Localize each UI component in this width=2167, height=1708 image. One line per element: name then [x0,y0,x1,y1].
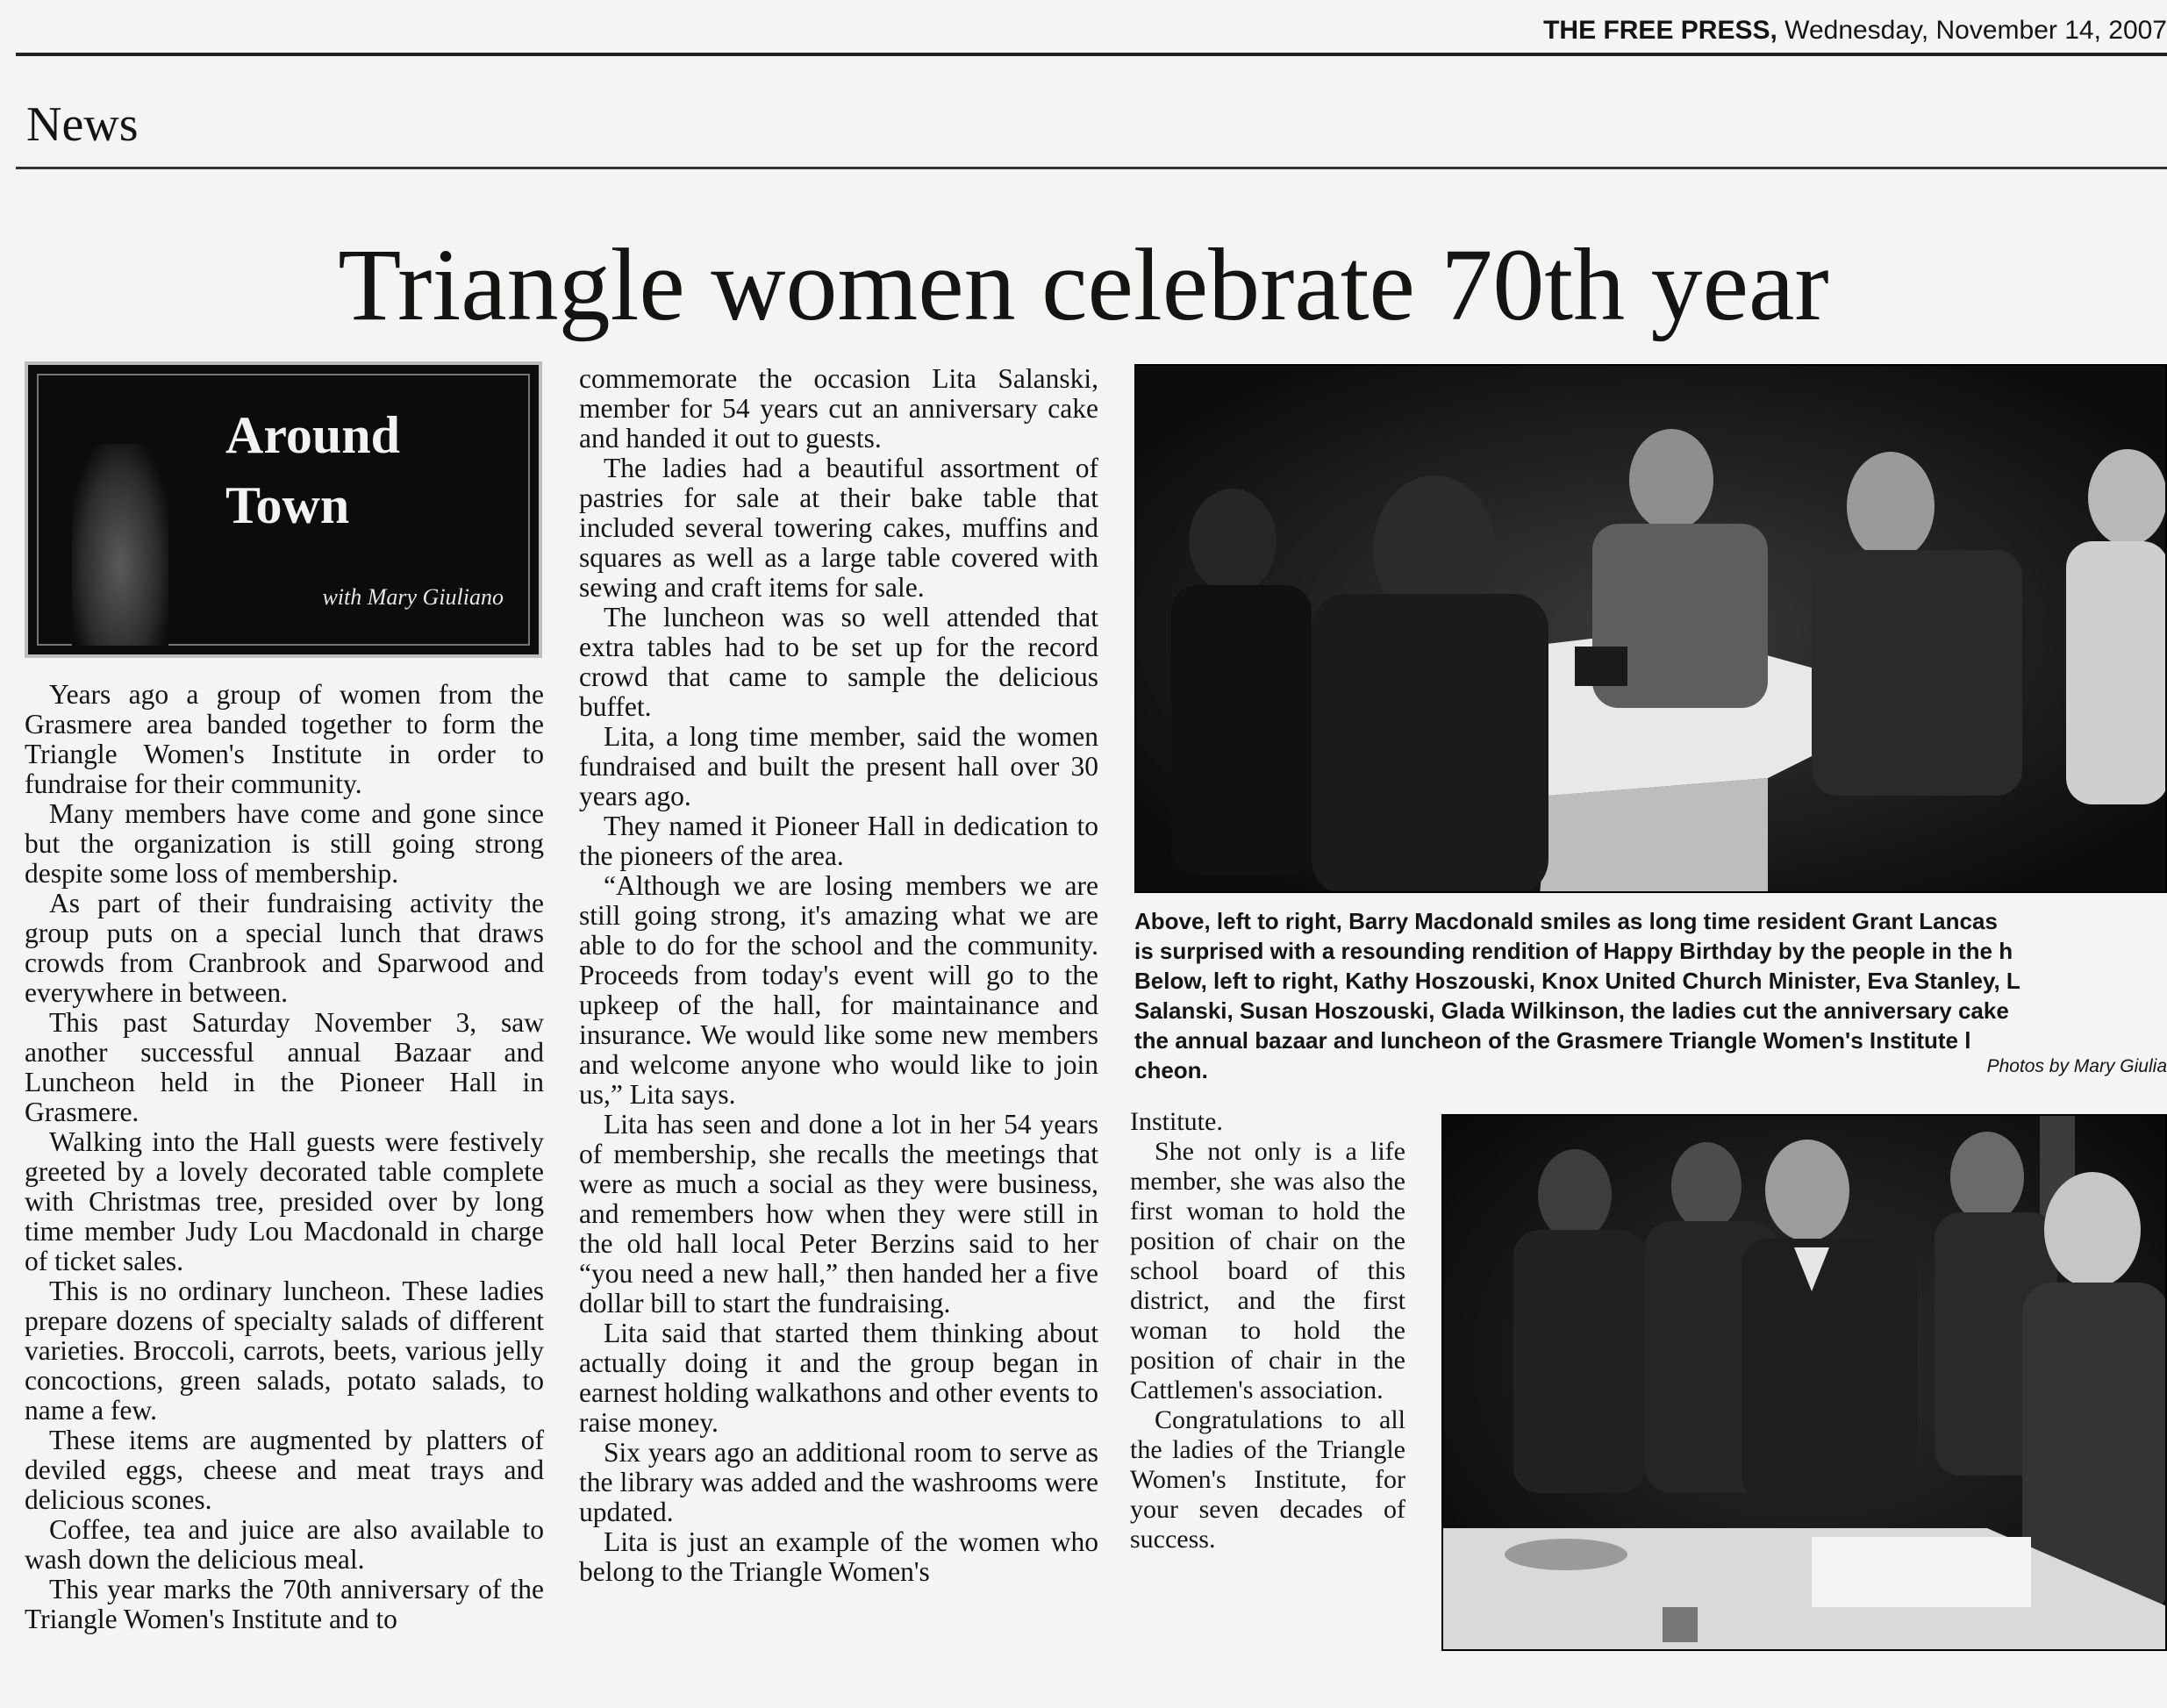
photo-credit: Photos by Mary Giulia [1986,1056,2167,1076]
article-column-2 [579,364,1098,1587]
photo-cake-cutting [1441,1114,2167,1651]
photo-birthday-table [1134,364,2167,893]
article-column-3 [1130,1107,1405,1554]
paragraph: Years ago a group of women from the Grasmere area banded together to form the Triangle Women's Institute in order to fundraise for their community. [25,679,544,799]
paragraph-continued: Institute. [1130,1107,1223,1136]
paragraph: These items are augmented by platters of deviled eggs, cheese and meat trays and delicious scones. [25,1425,544,1515]
caption-line: cheon. [1134,1057,1208,1083]
paragraph: This is no ordinary luncheon. These ladies prepare dozens of specialty salads of different varieties. Broccoli, carrots, beets, various jelly concoctions, green salads, potato salads, to name a few. [25,1276,544,1426]
header-rule [16,53,2167,56]
photo-birthday-table-image [1136,366,2167,893]
paragraph: They named it Pioneer Hall in dedication to the pioneers of the area. [579,811,1098,871]
column-logo-box [25,361,542,658]
paragraph: As part of their fundraising activity the group puts on a special lunch that draws crowds from Cranbrook and Sparwood and everywhere in between. [25,888,544,1008]
caption-line: is surprised with a resounding rendition of Happy Birthday by the people in the h [1134,938,2013,964]
paragraph: Lita, a long time member, said the women fundraised and built the present hall over 30 years ago. [579,721,1098,811]
paragraph: Many members have come and gone since but the organization is still going strong despite some loss of membership. [25,798,544,889]
newspaper-name: THE FREE PRESS, [1543,16,1777,45]
caption-line: the annual bazaar and luncheon of the Grasmere Triangle Women's Institute l [1134,1027,1971,1054]
paragraph: Lita is just an example of the women who belong to the Triangle Women's [579,1526,1098,1587]
paragraph: The luncheon was so well attended that extra tables had to be set up for the record crowd that came to sample the delicious buffet. [579,602,1098,722]
paragraph: Lita has seen and done a lot in her 54 years of membership, she recalls the meetings that were as much a social as they were business, and remembers how when they were still in the old hall local Peter Berzins said to her “you need a new hall,” then handed her a five dollar bill to start the fundraising. [579,1109,1098,1319]
paragraph: Coffee, tea and juice are also available to wash down the delicious meal. [25,1514,544,1575]
issue-date: Wednesday, November 14, 2007 [1784,16,2167,45]
column-title-line2: Town [225,476,350,534]
caption-line: Above, left to right, Barry Macdonald smiles as long time resident Grant Lancas [1134,908,1998,934]
paragraph: This year marks the 70th anniversary of the Triangle Women's Institute and to [25,1574,544,1634]
caption-line: Salanski, Susan Hoszouski, Glada Wilkinson, the ladies cut the anniversary cake [1134,997,2009,1024]
column-logo-silhouette [72,444,168,646]
paragraph: Lita said that started them thinking about actually doing it and the group began in earnest holding walkathons and other events to raise money. [579,1318,1098,1438]
paragraph: She not only is a life member, she was also the first woman to hold the position of chair on the school board of this district, and the first woman to hold the position of chair in the Cattlemen's association. [1130,1137,1405,1404]
page-header [1543,16,2167,46]
paragraph: The ladies had a beautiful assortment of pastries for sale at their bake table that included several towering cakes, muffins and squares as well as a large table covered with sewing and craft items for sale. [579,453,1098,603]
photo-cake-cutting-image [1443,1116,2167,1651]
headline: Triangle women celebrate 70th year [338,227,1829,342]
section-rule [16,167,2167,169]
paragraph: “Although we are losing members we are still going strong, it's amazing what we are able to do for the school and the community. Proceeds from today's event will go to the upkeep of the hall, for maintainance and insurance. We would like some new members and welcome anyone who would like to join us,” Lita says. [579,870,1098,1110]
column-title [225,400,400,540]
paragraph: This past Saturday November 3, saw another successful annual Bazaar and Luncheon held in the Pioneer Hall in Grasmere. [25,1007,544,1127]
column-byline: with Mary Giuliano [322,584,504,610]
paragraph-continued: commemorate the occasion Lita Salanski, member for 54 years cut an anniversary cake and handed it out to guests. [579,363,1098,454]
article-column-1 [25,680,544,1634]
column-title-line1: Around [225,406,400,464]
paragraph: Six years ago an additional room to serve as the library was added and the washrooms were updated. [579,1437,1098,1527]
paragraph: Congratulations to all the ladies of the Triangle Women's Institute, for your seven decades of success. [1130,1405,1405,1554]
caption-line: Below, left to right, Kathy Hoszouski, Knox United Church Minister, Eva Stanley, L [1134,968,2020,994]
section-label: News [26,97,139,152]
paragraph: Walking into the Hall guests were festively greeted by a lovely decorated table complete with Christmas tree, presided over by long time member Judy Lou Macdonald in charge of ticket sales. [25,1126,544,1276]
